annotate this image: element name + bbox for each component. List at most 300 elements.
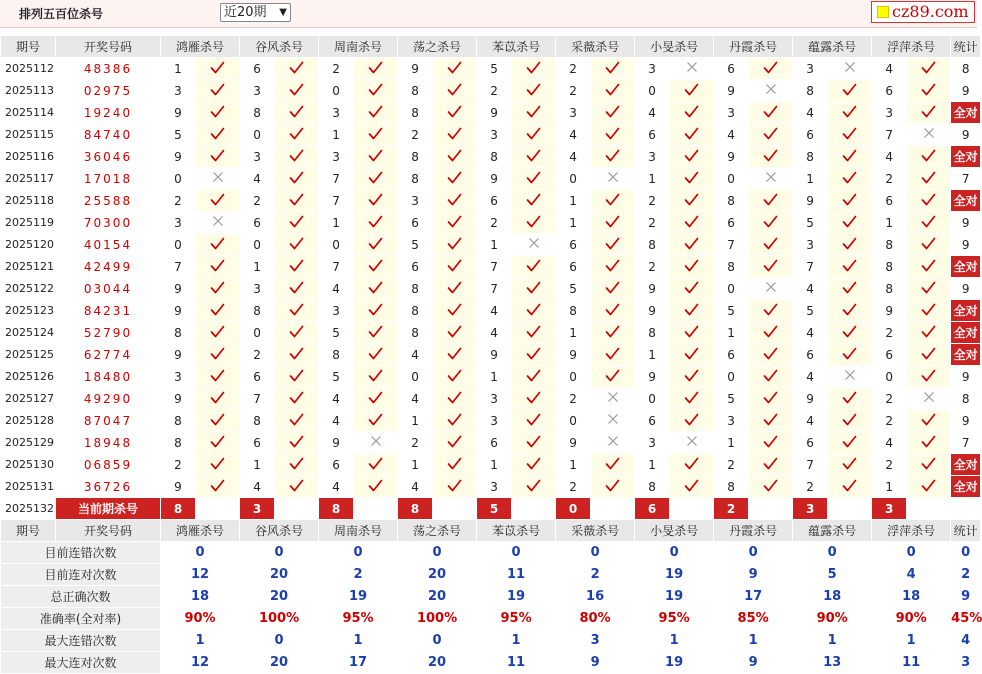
- check-icon: [828, 102, 871, 123]
- check-icon: [591, 212, 634, 233]
- kill-number-cell: 9: [556, 344, 590, 365]
- check-icon: [749, 344, 792, 365]
- check-icon: [354, 476, 397, 497]
- issue-cell: 2025129: [1, 432, 55, 453]
- summary-value: 5: [793, 564, 871, 585]
- kill-number-cell: 8: [635, 234, 669, 255]
- col-header-expert[interactable]: 丹霞杀号: [714, 520, 792, 541]
- kill-number-cell: 4: [319, 410, 353, 431]
- kill-number-cell: 9: [635, 300, 669, 321]
- col-header-issue: 期号: [1, 520, 55, 541]
- kill-number-cell: 7: [793, 454, 827, 475]
- check-icon: [749, 58, 792, 79]
- kill-number-cell: 4: [319, 476, 353, 497]
- cross-icon: [828, 58, 871, 79]
- col-header-expert[interactable]: 鸿雁杀号: [161, 36, 239, 57]
- check-icon: [749, 454, 792, 475]
- summary-row: [1, 652, 980, 673]
- kill-number-cell: 0: [635, 388, 669, 409]
- current-issue-row: [1, 498, 980, 519]
- cross-icon: [591, 432, 634, 453]
- summary-value: 95%: [477, 608, 555, 629]
- summary-value: 1: [161, 630, 239, 651]
- col-header-issue: 期号: [1, 36, 55, 57]
- kill-number-cell: 3: [714, 102, 748, 123]
- check-icon: [670, 234, 713, 255]
- check-icon: [828, 344, 871, 365]
- kill-number-cell: 9: [398, 58, 432, 79]
- col-header-expert[interactable]: 谷风杀号: [240, 520, 318, 541]
- issue-cell: 2025119: [1, 212, 55, 233]
- check-icon: [828, 256, 871, 277]
- correct-count-cell: 7: [951, 432, 980, 453]
- check-icon: [828, 410, 871, 431]
- check-icon: [354, 410, 397, 431]
- correct-count-cell: 7: [951, 168, 980, 189]
- check-icon: [512, 476, 555, 497]
- col-header-expert[interactable]: 周南杀号: [319, 520, 397, 541]
- col-header-expert[interactable]: 蕴露杀号: [793, 36, 871, 57]
- check-icon: [275, 300, 318, 321]
- summary-value: 11: [477, 564, 555, 585]
- kill-number-cell: 1: [240, 256, 274, 277]
- issue-cell: 2025125: [1, 344, 55, 365]
- kill-number-cell: 1: [477, 366, 511, 387]
- check-icon: [354, 278, 397, 299]
- check-icon: [749, 322, 792, 343]
- kill-number-cell: 4: [398, 476, 432, 497]
- table-row: [1, 344, 980, 365]
- check-icon: [828, 476, 871, 497]
- issue-cell: 2025120: [1, 234, 55, 255]
- kill-number-cell: 8: [240, 102, 274, 123]
- col-header-expert[interactable]: 浮萍杀号: [872, 36, 950, 57]
- kill-number-cell: 4: [714, 124, 748, 145]
- check-icon: [828, 146, 871, 167]
- col-header-expert[interactable]: 苯苡杀号: [477, 520, 555, 541]
- check-icon: [591, 278, 634, 299]
- top-bar: [0, 0, 977, 28]
- kill-number-cell: 6: [556, 256, 590, 277]
- kill-number-cell: 0: [714, 278, 748, 299]
- kill-number-cell: 1: [240, 454, 274, 475]
- check-icon: [354, 256, 397, 277]
- kill-number-cell: 3: [635, 146, 669, 167]
- kill-number-cell: 6: [398, 256, 432, 277]
- check-icon: [275, 322, 318, 343]
- current-kill-number: 8: [398, 498, 432, 519]
- current-kill-number: 3: [240, 498, 274, 519]
- summary-row: [1, 564, 980, 585]
- kill-number-cell: 0: [714, 168, 748, 189]
- kill-number-cell: 7: [240, 388, 274, 409]
- summary-stat-value: 45%: [951, 608, 980, 629]
- check-icon: [512, 344, 555, 365]
- check-icon: [670, 212, 713, 233]
- all-correct-badge: 全对: [951, 476, 980, 497]
- cross-icon: [749, 278, 792, 299]
- check-icon: [512, 212, 555, 233]
- summary-label: 最大连错次数: [1, 630, 160, 651]
- kill-number-cell: 6: [872, 190, 906, 211]
- summary-label: 最大连对次数: [1, 652, 160, 673]
- table-row: [1, 432, 980, 453]
- kill-number-cell: 4: [793, 278, 827, 299]
- kill-number-cell: 9: [714, 80, 748, 101]
- check-icon: [433, 432, 476, 453]
- check-icon: [907, 278, 950, 299]
- kill-number-cell: 3: [793, 58, 827, 79]
- check-icon: [907, 80, 950, 101]
- col-header-expert[interactable]: 周南杀号: [319, 36, 397, 57]
- page-title: 排列五百位杀号: [19, 7, 104, 21]
- check-icon: [591, 256, 634, 277]
- check-icon: [749, 146, 792, 167]
- check-icon: [354, 454, 397, 475]
- current-kill-spacer: [749, 498, 792, 519]
- kill-number-cell: 0: [161, 234, 195, 255]
- kill-number-cell: 4: [556, 124, 590, 145]
- check-icon: [907, 168, 950, 189]
- col-header-expert[interactable]: 蕴露杀号: [793, 520, 871, 541]
- kill-number-cell: 0: [398, 366, 432, 387]
- col-header-expert[interactable]: 浮萍杀号: [872, 520, 950, 541]
- kill-number-cell: 5: [793, 212, 827, 233]
- kill-number-cell: 1: [398, 410, 432, 431]
- kill-number-cell: 7: [872, 124, 906, 145]
- check-icon: [275, 190, 318, 211]
- kill-number-cell: 8: [714, 476, 748, 497]
- summary-value: 95%: [319, 608, 397, 629]
- kill-number-cell: 0: [556, 410, 590, 431]
- summary-value: 0: [477, 542, 555, 563]
- current-kill-number: 3: [793, 498, 827, 519]
- logo-square-icon: [877, 6, 889, 18]
- check-icon: [196, 58, 239, 79]
- kill-number-cell: 7: [793, 256, 827, 277]
- check-icon: [907, 454, 950, 475]
- all-correct-badge: 全对: [951, 322, 980, 343]
- check-icon: [275, 278, 318, 299]
- site-logo[interactable]: [871, 1, 975, 23]
- kill-number-cell: 2: [398, 432, 432, 453]
- kill-number-cell: 3: [161, 212, 195, 233]
- draw-number-cell: 48386: [56, 58, 160, 79]
- summary-value: 0: [793, 542, 871, 563]
- kill-number-cell: 9: [161, 102, 195, 123]
- kill-number-cell: 2: [240, 344, 274, 365]
- current-kill-spacer: [433, 498, 476, 519]
- table-row: [1, 190, 980, 211]
- cross-icon: [828, 366, 871, 387]
- summary-stat-value: 4: [951, 630, 980, 651]
- check-icon: [196, 278, 239, 299]
- check-icon: [275, 388, 318, 409]
- check-icon: [670, 190, 713, 211]
- cross-icon: [512, 234, 555, 255]
- check-icon: [354, 124, 397, 145]
- col-header-expert[interactable]: 荡之杀号: [398, 520, 476, 541]
- kill-number-cell: 5: [793, 300, 827, 321]
- kill-number-cell: 8: [161, 432, 195, 453]
- kill-number-cell: 3: [793, 234, 827, 255]
- summary-label: 准确率(全对率): [1, 608, 160, 629]
- check-icon: [275, 432, 318, 453]
- summary-value: 0: [556, 542, 634, 563]
- check-icon: [670, 124, 713, 145]
- check-icon: [433, 366, 476, 387]
- col-header-expert[interactable]: 苯苡杀号: [477, 36, 555, 57]
- check-icon: [591, 300, 634, 321]
- current-kill-spacer: [670, 498, 713, 519]
- current-kill-spacer: [354, 498, 397, 519]
- summary-value: 0: [161, 542, 239, 563]
- kill-number-cell: 3: [161, 80, 195, 101]
- summary-value: 12: [161, 564, 239, 585]
- summary-value: 0: [398, 542, 476, 563]
- kill-number-cell: 2: [161, 190, 195, 211]
- kill-number-cell: 8: [793, 146, 827, 167]
- current-kill-label: 当前期杀号: [56, 498, 160, 519]
- draw-number-cell: 25588: [56, 190, 160, 211]
- summary-header-row: [1, 520, 980, 541]
- summary-value: 17: [319, 652, 397, 673]
- all-correct-badge: 全对: [951, 146, 980, 167]
- check-icon: [670, 102, 713, 123]
- kill-number-cell: 3: [319, 300, 353, 321]
- kill-number-cell: 2: [872, 388, 906, 409]
- kill-number-cell: 5: [319, 366, 353, 387]
- kill-number-cell: 0: [714, 366, 748, 387]
- check-icon: [907, 102, 950, 123]
- draw-number-cell: 70300: [56, 212, 160, 233]
- summary-value: 1: [635, 630, 713, 651]
- check-icon: [828, 234, 871, 255]
- kill-number-cell: 4: [872, 432, 906, 453]
- summary-row: [1, 586, 980, 607]
- kill-number-cell: 3: [240, 80, 274, 101]
- check-icon: [196, 322, 239, 343]
- check-icon: [907, 344, 950, 365]
- check-icon: [670, 410, 713, 431]
- kill-number-cell: 0: [319, 234, 353, 255]
- kill-number-cell: 4: [793, 410, 827, 431]
- check-icon: [354, 344, 397, 365]
- kill-number-cell: 2: [556, 476, 590, 497]
- kill-number-cell: 3: [477, 476, 511, 497]
- kill-number-cell: 1: [793, 168, 827, 189]
- kill-number-cell: 9: [161, 300, 195, 321]
- col-header-expert[interactable]: 采薇杀号: [556, 36, 634, 57]
- check-icon: [907, 58, 950, 79]
- check-icon: [828, 190, 871, 211]
- kill-number-cell: 1: [398, 454, 432, 475]
- summary-value: 0: [240, 542, 318, 563]
- check-icon: [670, 322, 713, 343]
- check-icon: [907, 256, 950, 277]
- check-icon: [196, 256, 239, 277]
- check-icon: [907, 212, 950, 233]
- kill-number-cell: 1: [556, 454, 590, 475]
- summary-value: 1: [793, 630, 871, 651]
- summary-stat-value: 9: [951, 586, 980, 607]
- kill-number-cell: 9: [477, 344, 511, 365]
- issue-cell: 2025122: [1, 278, 55, 299]
- issue-cell: 2025123: [1, 300, 55, 321]
- draw-number-cell: 40154: [56, 234, 160, 255]
- kill-number-cell: 2: [398, 124, 432, 145]
- col-header-expert[interactable]: 丹霞杀号: [714, 36, 792, 57]
- draw-number-cell: 84231: [56, 300, 160, 321]
- summary-row: [1, 608, 980, 629]
- cross-icon: [907, 388, 950, 409]
- check-icon: [196, 388, 239, 409]
- check-icon: [907, 432, 950, 453]
- kill-number-cell: 2: [872, 454, 906, 475]
- check-icon: [354, 146, 397, 167]
- col-header-stats: 统计: [951, 36, 980, 57]
- summary-value: 19: [635, 586, 713, 607]
- check-icon: [275, 58, 318, 79]
- check-icon: [512, 300, 555, 321]
- kill-number-cell: 6: [793, 432, 827, 453]
- check-icon: [828, 124, 871, 145]
- table-row: [1, 80, 980, 101]
- kill-number-cell: 0: [635, 80, 669, 101]
- col-header-expert[interactable]: 采薇杀号: [556, 520, 634, 541]
- check-icon: [275, 102, 318, 123]
- check-icon: [907, 146, 950, 167]
- kill-number-cell: 1: [872, 212, 906, 233]
- check-icon: [196, 344, 239, 365]
- summary-value: 20: [240, 586, 318, 607]
- kill-number-cell: 4: [477, 300, 511, 321]
- table-row: [1, 322, 980, 343]
- issue-cell: 2025116: [1, 146, 55, 167]
- summary-value: 85%: [714, 608, 792, 629]
- cross-icon: [196, 168, 239, 189]
- summary-row: [1, 630, 980, 651]
- check-icon: [828, 432, 871, 453]
- logo-text: cz89.com: [892, 2, 969, 21]
- check-icon: [828, 212, 871, 233]
- summary-value: 90%: [161, 608, 239, 629]
- kill-number-cell: 0: [240, 124, 274, 145]
- kill-number-cell: 0: [556, 366, 590, 387]
- check-icon: [196, 410, 239, 431]
- table-row: [1, 454, 980, 475]
- check-icon: [354, 190, 397, 211]
- issue-cell: 2025124: [1, 322, 55, 343]
- kill-number-cell: 1: [635, 454, 669, 475]
- check-icon: [749, 256, 792, 277]
- col-header-expert[interactable]: 鸿雁杀号: [161, 520, 239, 541]
- col-header-expert[interactable]: 谷风杀号: [240, 36, 318, 57]
- kill-number-table: [0, 35, 981, 674]
- summary-label: 总正确次数: [1, 586, 160, 607]
- kill-number-cell: 4: [240, 168, 274, 189]
- kill-number-cell: 3: [319, 146, 353, 167]
- check-icon: [907, 300, 950, 321]
- col-header-expert[interactable]: 荡之杀号: [398, 36, 476, 57]
- check-icon: [433, 146, 476, 167]
- table-row: [1, 124, 980, 145]
- check-icon: [591, 476, 634, 497]
- summary-value: 13: [793, 652, 871, 673]
- kill-number-cell: 9: [635, 278, 669, 299]
- summary-value: 18: [872, 586, 950, 607]
- check-icon: [196, 432, 239, 453]
- check-icon: [749, 388, 792, 409]
- summary-value: 18: [161, 586, 239, 607]
- check-icon: [749, 432, 792, 453]
- kill-number-cell: 9: [161, 278, 195, 299]
- check-icon: [907, 476, 950, 497]
- kill-number-cell: 8: [161, 410, 195, 431]
- kill-number-cell: 4: [319, 278, 353, 299]
- check-icon: [512, 388, 555, 409]
- draw-number-cell: 03044: [56, 278, 160, 299]
- check-icon: [275, 146, 318, 167]
- col-header-expert[interactable]: 小旻杀号: [635, 520, 713, 541]
- col-header-stats: 统计: [951, 520, 980, 541]
- check-icon: [749, 476, 792, 497]
- kill-number-cell: 5: [398, 234, 432, 255]
- check-icon: [670, 168, 713, 189]
- summary-value: 17: [714, 586, 792, 607]
- check-icon: [512, 432, 555, 453]
- check-icon: [907, 322, 950, 343]
- check-icon: [196, 234, 239, 255]
- check-icon: [433, 80, 476, 101]
- kill-number-cell: 6: [240, 432, 274, 453]
- check-icon: [749, 366, 792, 387]
- kill-number-cell: 4: [398, 344, 432, 365]
- current-kill-spacer: [512, 498, 555, 519]
- summary-value: 20: [398, 564, 476, 585]
- kill-number-cell: 1: [635, 344, 669, 365]
- current-kill-number: 6: [635, 498, 669, 519]
- summary-value: 18: [793, 586, 871, 607]
- period-select[interactable]: [220, 3, 291, 22]
- check-icon: [433, 476, 476, 497]
- summary-value: 20: [240, 564, 318, 585]
- check-icon: [512, 322, 555, 343]
- summary-label: 目前连错次数: [1, 542, 160, 563]
- summary-value: 20: [398, 586, 476, 607]
- kill-number-cell: 1: [319, 212, 353, 233]
- check-icon: [670, 388, 713, 409]
- col-header-expert[interactable]: 小旻杀号: [635, 36, 713, 57]
- summary-value: 11: [872, 652, 950, 673]
- draw-number-cell: 17018: [56, 168, 160, 189]
- kill-number-cell: 2: [714, 454, 748, 475]
- all-correct-badge: 全对: [951, 300, 980, 321]
- draw-number-cell: 36726: [56, 476, 160, 497]
- kill-number-cell: 8: [714, 190, 748, 211]
- kill-number-cell: 6: [714, 212, 748, 233]
- all-correct-badge: 全对: [951, 256, 980, 277]
- issue-cell: 2025114: [1, 102, 55, 123]
- cross-icon: [354, 432, 397, 453]
- current-kill-number: 8: [161, 498, 195, 519]
- correct-count-cell: 9: [951, 212, 980, 233]
- check-icon: [749, 300, 792, 321]
- check-icon: [275, 410, 318, 431]
- cross-icon: [196, 212, 239, 233]
- check-icon: [670, 344, 713, 365]
- current-kill-spacer: [275, 498, 318, 519]
